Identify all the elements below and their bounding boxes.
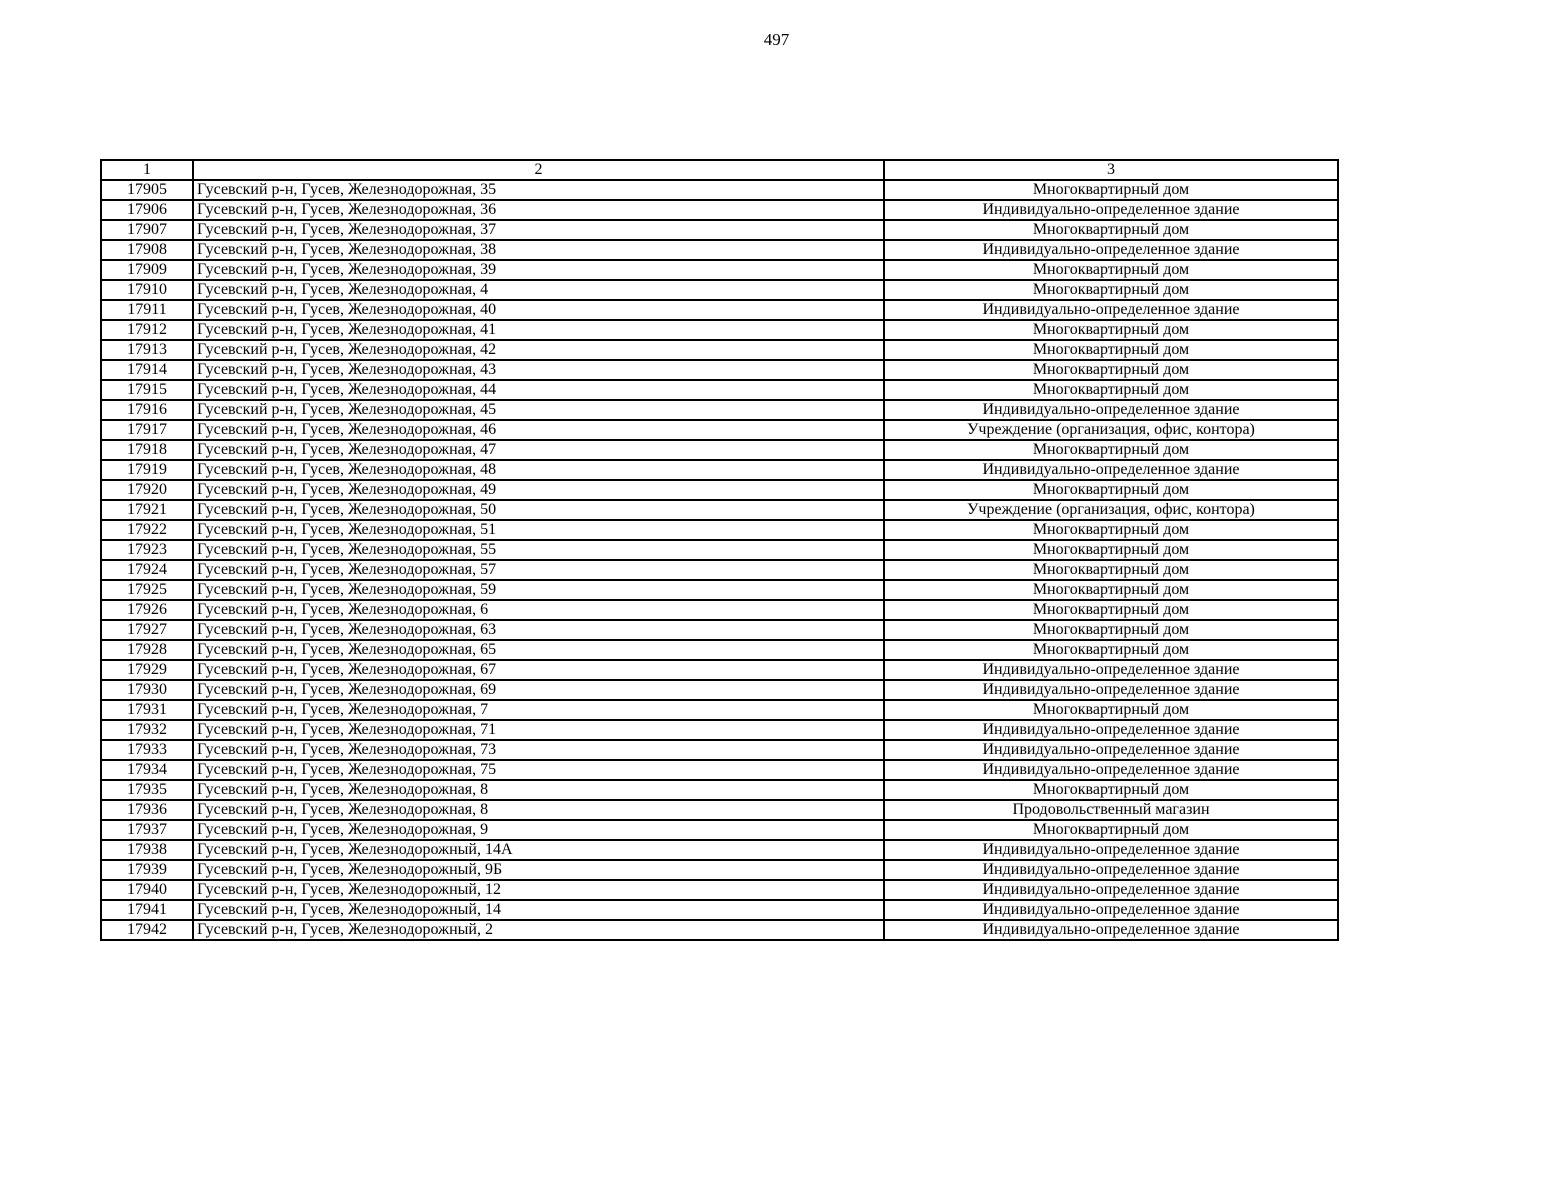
cell-address: Гусевский р-н, Гусев, Железнодорожная, 48: [193, 460, 884, 480]
cell-object-type: Многоквартирный дом: [884, 600, 1338, 620]
cell-number: 17920: [101, 480, 193, 500]
cell-object-type: Многоквартирный дом: [884, 780, 1338, 800]
cell-number: 17940: [101, 880, 193, 900]
table-row: [101, 420, 1338, 440]
cell-number: 17918: [101, 440, 193, 460]
cell-object-type: Индивидуально-определенное здание: [884, 660, 1338, 680]
table-row: [101, 520, 1338, 540]
cell-address: Гусевский р-н, Гусев, Железнодорожная, 65: [193, 640, 884, 660]
cell-object-type: Многоквартирный дом: [884, 360, 1338, 380]
table-row: [101, 620, 1338, 640]
cell-object-type: Многоквартирный дом: [884, 560, 1338, 580]
cell-object-type: Многоквартирный дом: [884, 260, 1338, 280]
cell-number: 17931: [101, 700, 193, 720]
table-row: [101, 740, 1338, 760]
cell-address: Гусевский р-н, Гусев, Железнодорожная, 51: [193, 520, 884, 540]
cell-object-type: Индивидуально-определенное здание: [884, 400, 1338, 420]
cell-number: 17933: [101, 740, 193, 760]
table-row: [101, 640, 1338, 660]
cell-address: Гусевский р-н, Гусев, Железнодорожная, 46: [193, 420, 884, 440]
cell-number: 17910: [101, 280, 193, 300]
cell-address: Гусевский р-н, Гусев, Железнодорожная, 6: [193, 600, 884, 620]
table-row: [101, 200, 1338, 220]
cell-object-type: Многоквартирный дом: [884, 640, 1338, 660]
cell-object-type: Многоквартирный дом: [884, 700, 1338, 720]
cell-number: 17916: [101, 400, 193, 420]
table-row: [101, 660, 1338, 680]
cell-number: 17930: [101, 680, 193, 700]
cell-object-type: Индивидуально-определенное здание: [884, 740, 1338, 760]
cell-address: Гусевский р-н, Гусев, Железнодорожная, 55: [193, 540, 884, 560]
cell-address: Гусевский р-н, Гусев, Железнодорожная, 69: [193, 680, 884, 700]
table-row: [101, 320, 1338, 340]
column-header-number: 1: [101, 160, 193, 180]
cell-number: 17924: [101, 560, 193, 580]
table-row: [101, 180, 1338, 200]
cell-number: 17923: [101, 540, 193, 560]
cell-address: Гусевский р-н, Гусев, Железнодорожная, 8: [193, 780, 884, 800]
cell-number: 17922: [101, 520, 193, 540]
cell-address: Гусевский р-н, Гусев, Железнодорожная, 49: [193, 480, 884, 500]
column-header-address: 2: [193, 160, 884, 180]
table-row: [101, 800, 1338, 820]
cell-address: Гусевский р-н, Гусев, Железнодорожная, 71: [193, 720, 884, 740]
cell-number: 17914: [101, 360, 193, 380]
cell-address: Гусевский р-н, Гусев, Железнодорожная, 39: [193, 260, 884, 280]
cell-object-type: Многоквартирный дом: [884, 340, 1338, 360]
cell-address: Гусевский р-н, Гусев, Железнодорожная, 45: [193, 400, 884, 420]
table-row: [101, 540, 1338, 560]
cell-number: 17925: [101, 580, 193, 600]
table-row: [101, 440, 1338, 460]
page-number: 497: [763, 30, 790, 49]
cell-object-type: Индивидуально-определенное здание: [884, 720, 1338, 740]
cell-object-type: Многоквартирный дом: [884, 520, 1338, 540]
cell-number: 17907: [101, 220, 193, 240]
cell-object-type: Индивидуально-определенное здание: [884, 460, 1338, 480]
cell-number: 17917: [101, 420, 193, 440]
cell-address: Гусевский р-н, Гусев, Железнодорожная, 44: [193, 380, 884, 400]
cell-object-type: Многоквартирный дом: [884, 620, 1338, 640]
table-row: [101, 780, 1338, 800]
table-row: [101, 700, 1338, 720]
cell-object-type: Индивидуально-определенное здание: [884, 200, 1338, 220]
cell-number: 17932: [101, 720, 193, 740]
cell-object-type: Индивидуально-определенное здание: [884, 920, 1338, 940]
cell-object-type: Учреждение (организация, офис, контора): [884, 500, 1338, 520]
cell-number: 17908: [101, 240, 193, 260]
cell-object-type: Многоквартирный дом: [884, 820, 1338, 840]
table-row: [101, 380, 1338, 400]
cell-object-type: Многоквартирный дом: [884, 580, 1338, 600]
cell-number: 17921: [101, 500, 193, 520]
cell-object-type: Индивидуально-определенное здание: [884, 760, 1338, 780]
table-row: [101, 280, 1338, 300]
cell-address: Гусевский р-н, Гусев, Железнодорожная, 67: [193, 660, 884, 680]
cell-object-type: Многоквартирный дом: [884, 320, 1338, 340]
table-row: [101, 680, 1338, 700]
table-row: [101, 400, 1338, 420]
cell-number: 17911: [101, 300, 193, 320]
cell-address: Гусевский р-н, Гусев, Железнодорожная, 4: [193, 280, 884, 300]
table-row: [101, 240, 1338, 260]
table-row: [101, 920, 1338, 940]
table-row: [101, 220, 1338, 240]
cell-address: Гусевский р-н, Гусев, Железнодорожный, 2: [193, 920, 884, 940]
cell-number: 17912: [101, 320, 193, 340]
cell-number: 17939: [101, 860, 193, 880]
cell-address: Гусевский р-н, Гусев, Железнодорожная, 75: [193, 760, 884, 780]
cell-number: 17936: [101, 800, 193, 820]
cell-address: Гусевский р-н, Гусев, Железнодорожная, 63: [193, 620, 884, 640]
cell-address: Гусевский р-н, Гусев, Железнодорожный, 14А: [193, 840, 884, 860]
cell-number: 17937: [101, 820, 193, 840]
cell-address: Гусевский р-н, Гусев, Железнодорожная, 47: [193, 440, 884, 460]
table-row: [101, 340, 1338, 360]
table-header-row: [101, 160, 1338, 180]
table-row: [101, 300, 1338, 320]
cell-address: Гусевский р-н, Гусев, Железнодорожная, 38: [193, 240, 884, 260]
cell-address: Гусевский р-н, Гусев, Железнодорожная, 42: [193, 340, 884, 360]
cell-address: Гусевский р-н, Гусев, Железнодорожная, 73: [193, 740, 884, 760]
table-row: [101, 480, 1338, 500]
cell-object-type: Многоквартирный дом: [884, 280, 1338, 300]
cell-address: Гусевский р-н, Гусев, Железнодорожная, 9: [193, 820, 884, 840]
column-header-type: 3: [884, 160, 1338, 180]
cell-address: Гусевский р-н, Гусев, Железнодорожная, 35: [193, 180, 884, 200]
table-row: [101, 580, 1338, 600]
cell-number: 17906: [101, 200, 193, 220]
table-row: [101, 900, 1338, 920]
cell-object-type: Индивидуально-определенное здание: [884, 860, 1338, 880]
cell-object-type: Многоквартирный дом: [884, 180, 1338, 200]
cell-number: 17942: [101, 920, 193, 940]
cell-number: 17935: [101, 780, 193, 800]
cell-address: Гусевский р-н, Гусев, Железнодорожный, 14: [193, 900, 884, 920]
cell-number: 17913: [101, 340, 193, 360]
cell-number: 17927: [101, 620, 193, 640]
cell-address: Гусевский р-н, Гусев, Железнодорожная, 41: [193, 320, 884, 340]
cell-object-type: Индивидуально-определенное здание: [884, 680, 1338, 700]
cell-address: Гусевский р-н, Гусев, Железнодорожная, 57: [193, 560, 884, 580]
cell-address: Гусевский р-н, Гусев, Железнодорожная, 50: [193, 500, 884, 520]
cell-object-type: Индивидуально-определенное здание: [884, 840, 1338, 860]
table-row: [101, 820, 1338, 840]
cell-address: Гусевский р-н, Гусев, Железнодорожная, 8: [193, 800, 884, 820]
table-row: [101, 600, 1338, 620]
cell-number: 17926: [101, 600, 193, 620]
cell-object-type: Индивидуально-определенное здание: [884, 880, 1338, 900]
cell-object-type: Многоквартирный дом: [884, 540, 1338, 560]
cell-number: 17919: [101, 460, 193, 480]
cell-address: Гусевский р-н, Гусев, Железнодорожная, 40: [193, 300, 884, 320]
cell-object-type: Многоквартирный дом: [884, 440, 1338, 460]
cell-address: Гусевский р-н, Гусев, Железнодорожная, 37: [193, 220, 884, 240]
cell-number: 17938: [101, 840, 193, 860]
table-row: [101, 860, 1338, 880]
cell-address: Гусевский р-н, Гусев, Железнодорожный, 12: [193, 880, 884, 900]
cell-address: Гусевский р-н, Гусев, Железнодорожный, 9Б: [193, 860, 884, 880]
cell-object-type: Многоквартирный дом: [884, 480, 1338, 500]
cell-number: 17941: [101, 900, 193, 920]
table-row: [101, 880, 1338, 900]
cell-address: Гусевский р-н, Гусев, Железнодорожная, 59: [193, 580, 884, 600]
registry-table-body: [101, 160, 1338, 940]
cell-number: 17934: [101, 760, 193, 780]
cell-address: Гусевский р-н, Гусев, Железнодорожная, 36: [193, 200, 884, 220]
cell-address: Гусевский р-н, Гусев, Железнодорожная, 7: [193, 700, 884, 720]
cell-object-type: Многоквартирный дом: [884, 220, 1338, 240]
cell-object-type: Учреждение (организация, офис, контора): [884, 420, 1338, 440]
cell-number: 17915: [101, 380, 193, 400]
cell-object-type: Продовольственный магазин: [884, 800, 1338, 820]
table-row: [101, 720, 1338, 740]
registry-table: [100, 159, 1339, 941]
cell-object-type: Индивидуально-определенное здание: [884, 240, 1338, 260]
table-row: [101, 460, 1338, 480]
cell-object-type: Индивидуально-определенное здание: [884, 900, 1338, 920]
cell-object-type: Многоквартирный дом: [884, 380, 1338, 400]
cell-address: Гусевский р-н, Гусев, Железнодорожная, 43: [193, 360, 884, 380]
table-row: [101, 260, 1338, 280]
table-row: [101, 360, 1338, 380]
table-row: [101, 500, 1338, 520]
cell-number: 17905: [101, 180, 193, 200]
table-row: [101, 840, 1338, 860]
cell-number: 17909: [101, 260, 193, 280]
cell-number: 17928: [101, 640, 193, 660]
table-row: [101, 560, 1338, 580]
cell-object-type: Индивидуально-определенное здание: [884, 300, 1338, 320]
table-row: [101, 760, 1338, 780]
cell-number: 17929: [101, 660, 193, 680]
